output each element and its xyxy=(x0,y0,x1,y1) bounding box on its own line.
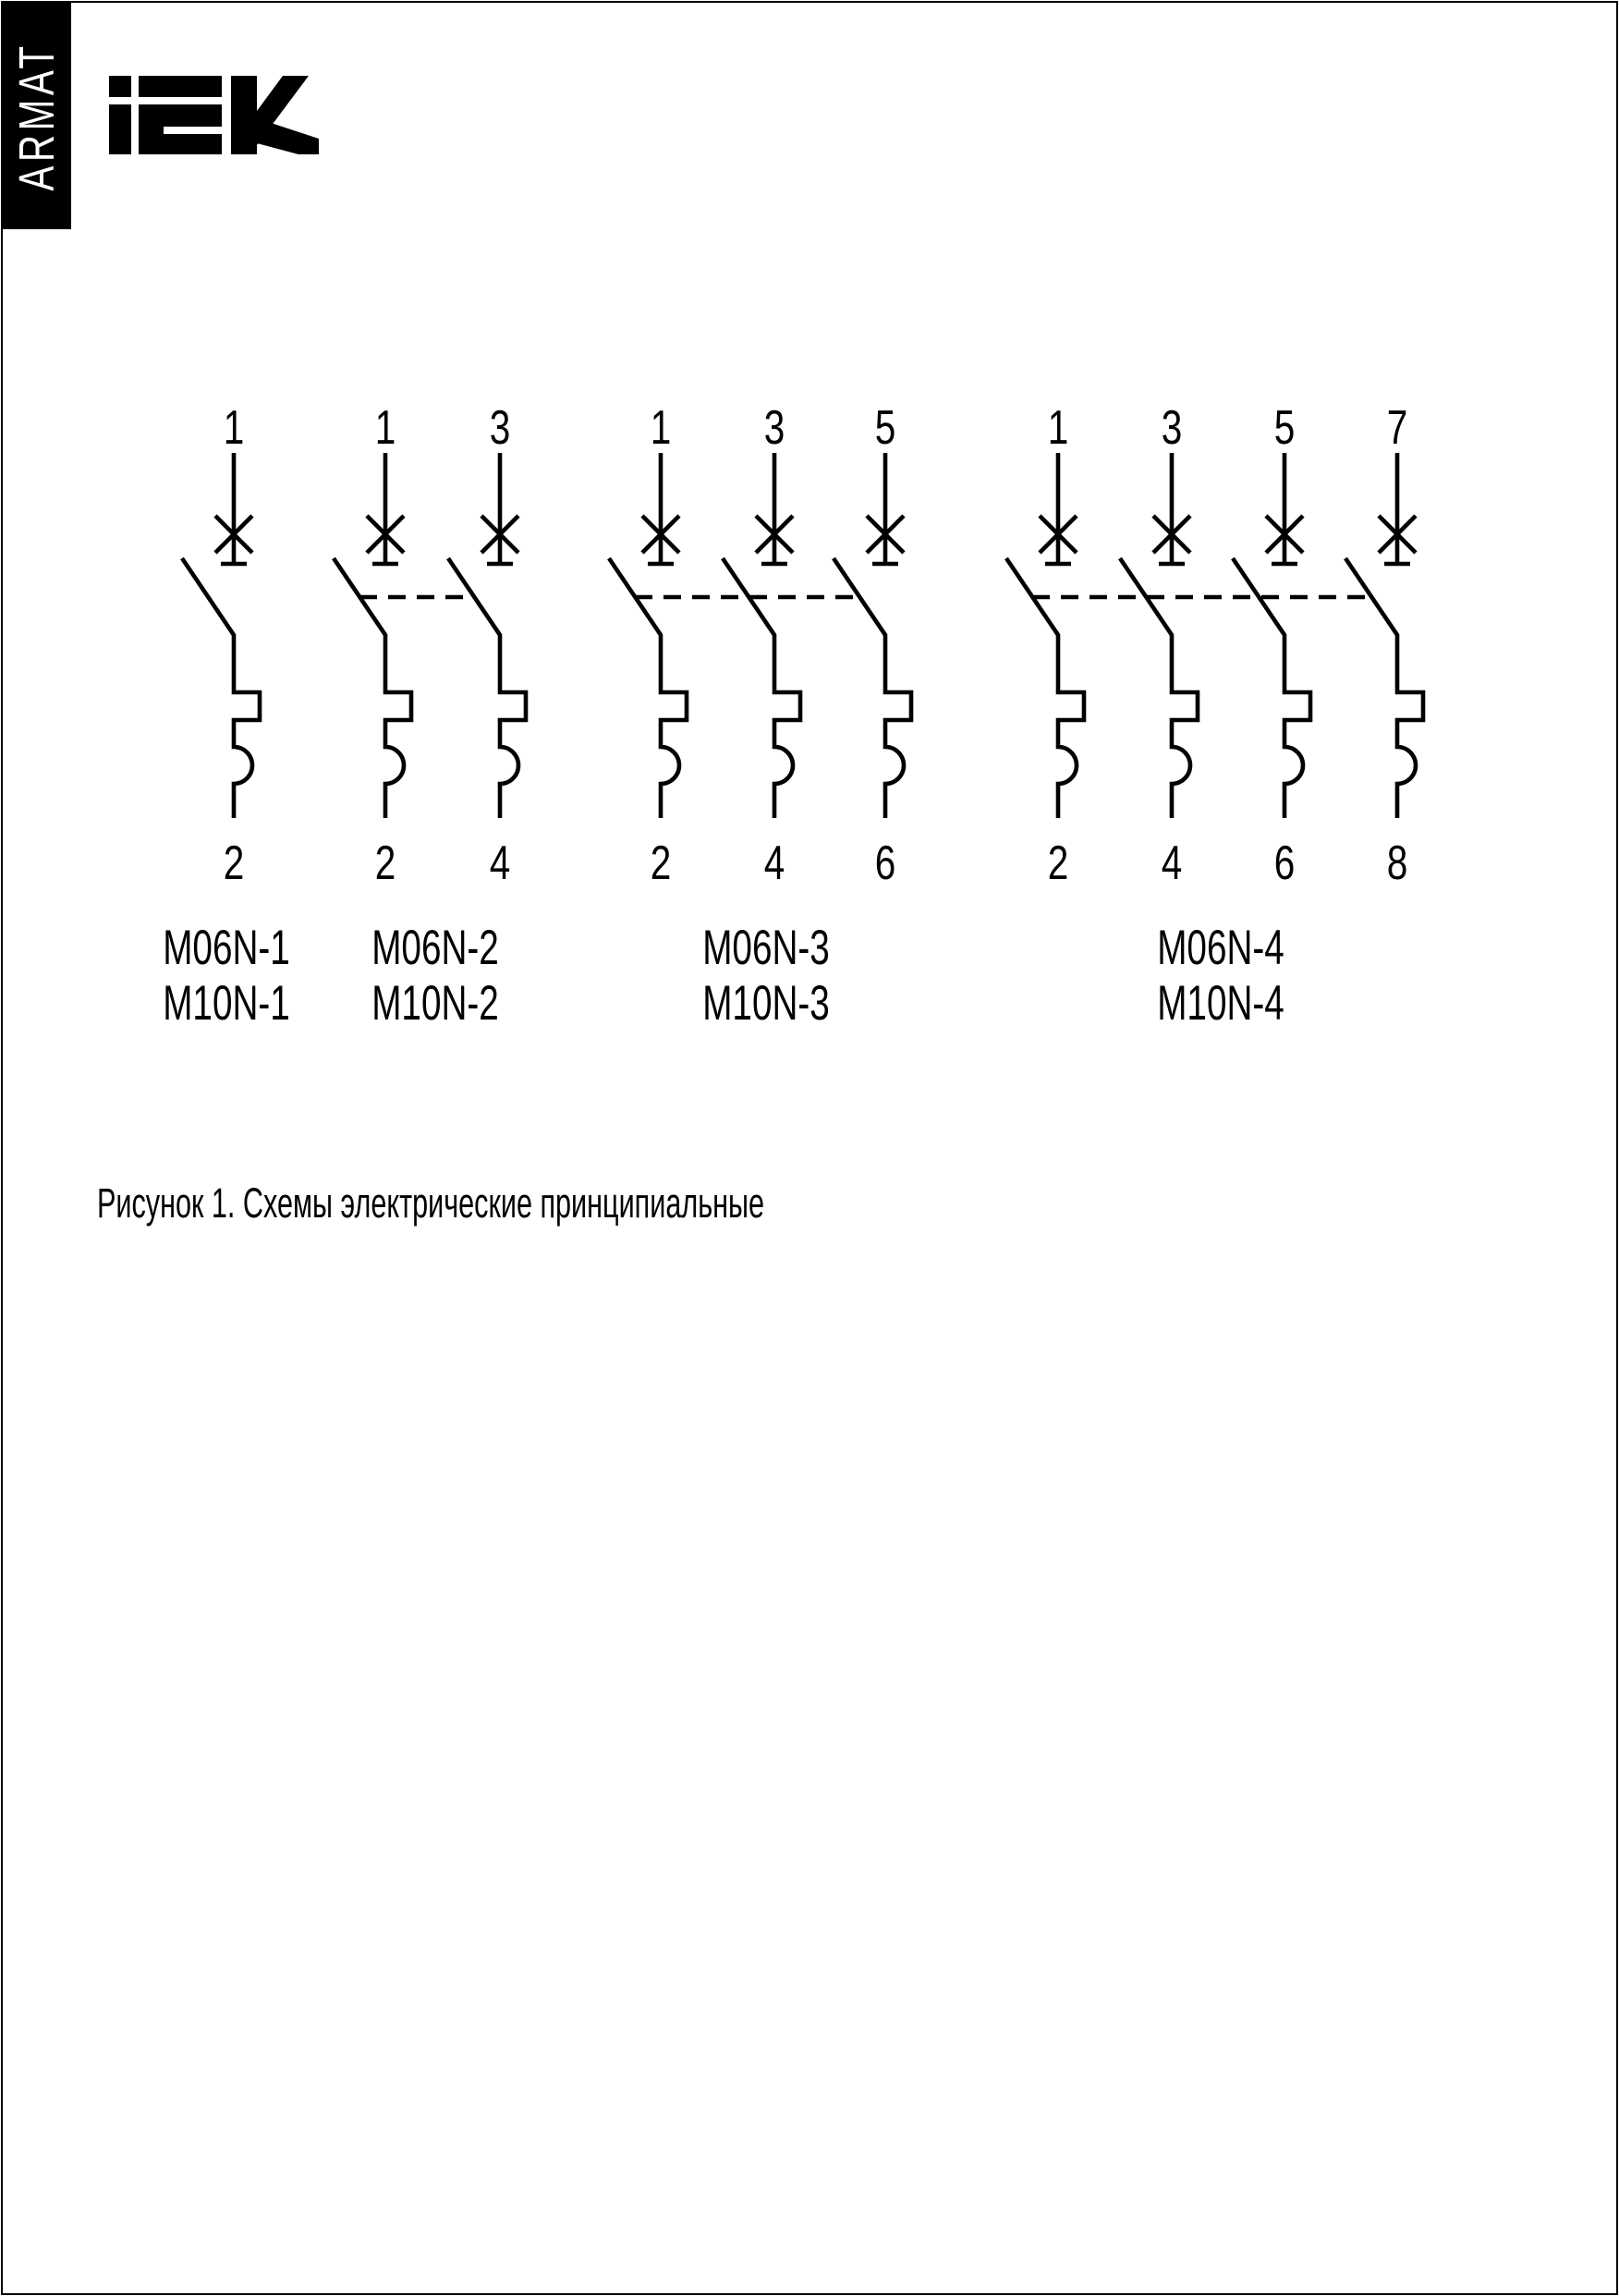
pole-symbol xyxy=(182,453,260,818)
model-label-group xyxy=(678,921,853,1032)
model-name: M06N-1 xyxy=(163,921,290,975)
pole-symbol xyxy=(1006,453,1084,818)
pole-symbol xyxy=(723,453,800,818)
terminal-number: 4 xyxy=(1161,836,1183,890)
terminal-number: 2 xyxy=(650,836,672,890)
pole-symbol xyxy=(834,453,911,818)
terminal-number: 5 xyxy=(874,400,896,455)
terminal-number: 2 xyxy=(223,836,245,890)
terminal-number: 3 xyxy=(763,400,785,455)
terminal-number: 1 xyxy=(1047,400,1069,455)
model-name: M06N-4 xyxy=(1156,921,1284,975)
breaker-diagram xyxy=(334,400,526,889)
pole-symbol xyxy=(448,453,526,818)
breaker-diagram xyxy=(182,400,260,889)
pole-symbol xyxy=(1233,453,1310,818)
terminal-number: 1 xyxy=(374,400,396,455)
terminal-number: 1 xyxy=(223,400,245,455)
model-label-group xyxy=(140,921,314,1032)
pole-symbol xyxy=(1345,453,1423,818)
terminal-number: 4 xyxy=(763,836,785,890)
pole-symbol xyxy=(609,453,687,818)
model-name: M06N-3 xyxy=(701,921,830,975)
terminal-number: 2 xyxy=(374,836,396,890)
terminal-number: 3 xyxy=(489,400,511,455)
terminal-number: 7 xyxy=(1386,400,1408,455)
iek-logo xyxy=(109,76,319,154)
pole-symbol xyxy=(1120,453,1198,818)
terminal-number: 3 xyxy=(1161,400,1183,455)
logo-i-stem xyxy=(109,104,131,154)
figure-caption: Рисунок 1. Схемы электрические принципиальные xyxy=(97,1179,765,1227)
terminal-number: 6 xyxy=(874,836,896,890)
model-name: M10N-3 xyxy=(701,976,830,1031)
terminal-number: 5 xyxy=(1273,400,1296,455)
terminal-number: 2 xyxy=(1047,836,1069,890)
terminal-number: 1 xyxy=(650,400,672,455)
model-label-group xyxy=(348,921,523,1032)
logo-i-dot xyxy=(109,76,131,97)
terminal-number: 4 xyxy=(489,836,511,890)
breaker-diagram xyxy=(1006,400,1423,889)
model-label-group xyxy=(1133,921,1308,1032)
model-name: M10N-2 xyxy=(371,976,499,1031)
model-name: M10N-1 xyxy=(163,976,290,1031)
logo-k-stem xyxy=(231,76,257,154)
terminal-number: 6 xyxy=(1273,836,1296,890)
logo-e-top-bar xyxy=(139,76,222,97)
terminal-number: 8 xyxy=(1386,836,1408,890)
logo-e-body xyxy=(139,104,222,154)
pole-symbol xyxy=(334,453,411,818)
model-name: M10N-4 xyxy=(1156,976,1284,1031)
breaker-diagram xyxy=(609,400,911,889)
logo-k-lower-arm xyxy=(257,118,319,154)
brand-bar-label: ARMAT xyxy=(9,41,65,191)
model-name: M06N-2 xyxy=(371,921,499,975)
